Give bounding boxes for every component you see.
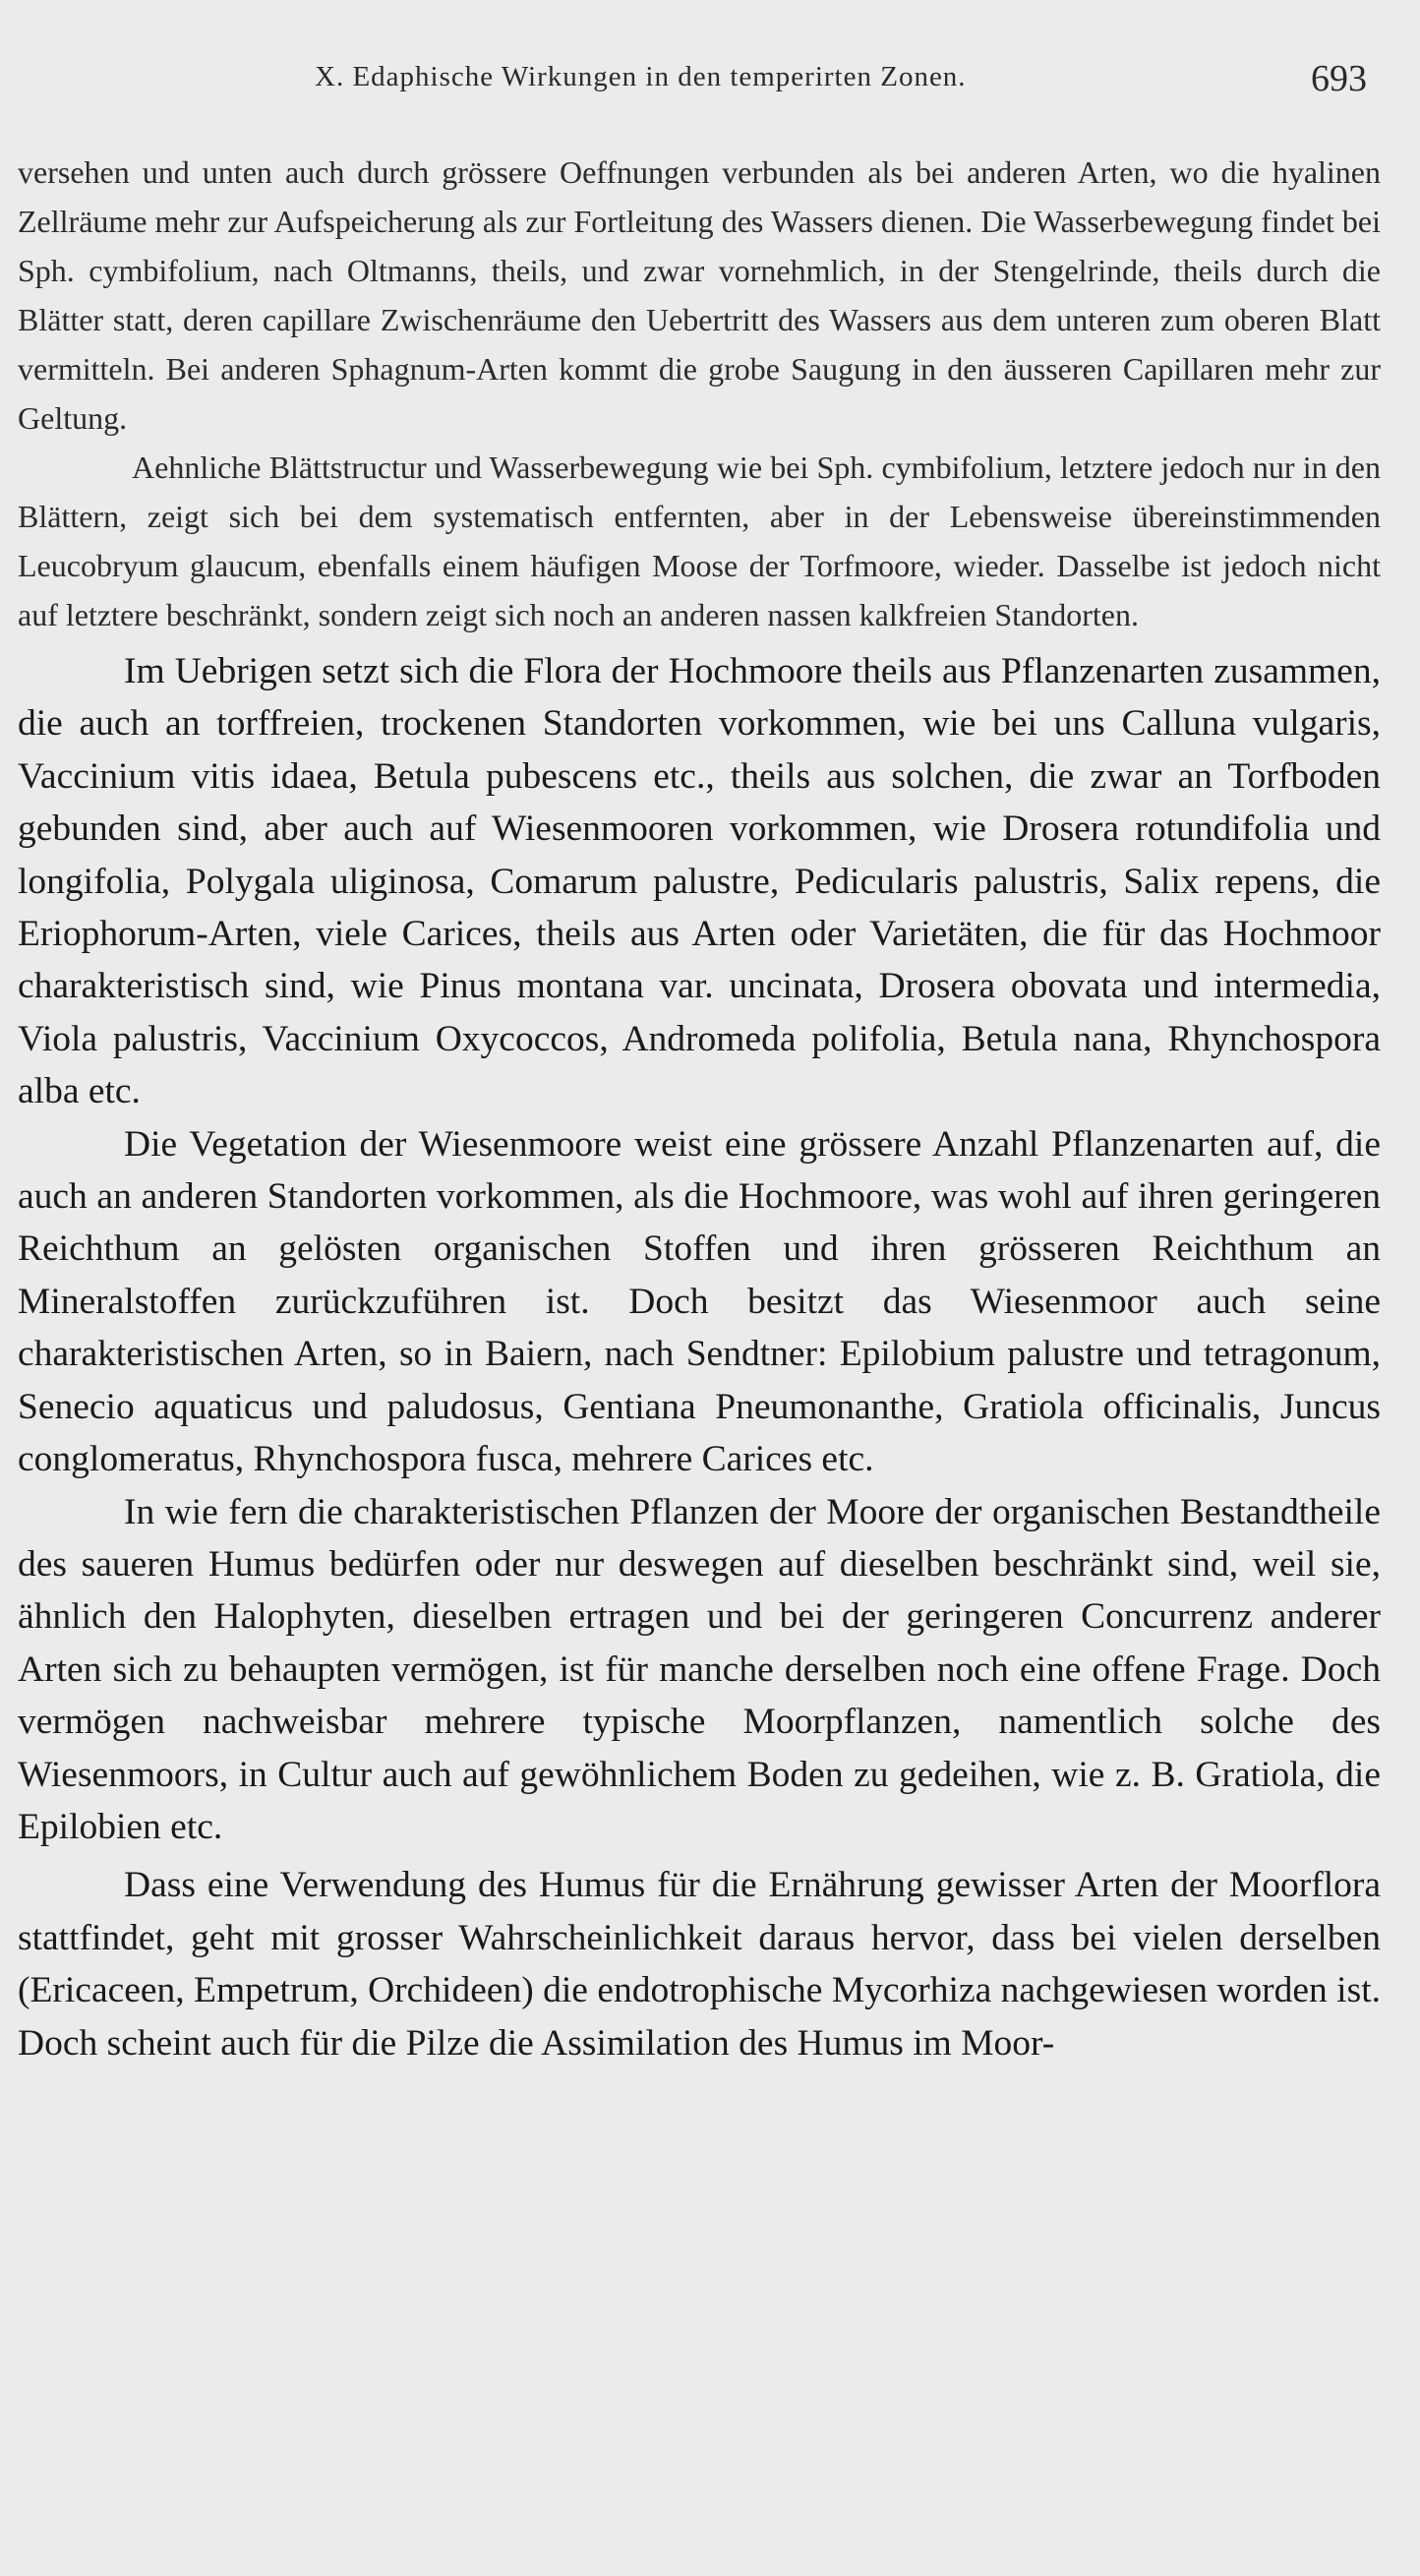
small-print-section bbox=[18, 148, 1381, 639]
page-header bbox=[0, 57, 1420, 106]
paragraph-5: In wie fern die charakteristischen Pflanzen der Moore der organischen Bestandtheile des saueren Humus bedürfen oder nur deswegen auf dieselben beschränkt sind, weil sie, ähnlich den Halophyten, dieselben ertragen und bei der geringeren Concurrenz anderer Arten sich zu behaupten vermögen, ist für manche derselben noch eine offene Frage. Doch vermögen nachweisbar mehrere typische Moorpflanzen, namentlich solche des Wiesenmoors, in Cultur auch auf gewöhnlichem Boden zu gedeihen, wie z. B. Gratiola, die Epilobien etc. bbox=[18, 1491, 1381, 1847]
paragraph-3: Im Uebrigen setzt sich die Flora der Hochmoore theils aus Pflanzenarten zusammen, die auch an torffreien, trockenen Standorten vorkommen, wie bei uns Calluna vulgaris, Vaccinium vitis idaea, Betula pubescens etc., theils aus solchen, die zwar an Torfboden gebunden sind, aber auch auf Wiesenmooren vorkommen, wie Drosera rotundifolia und longifolia, Polygala uliginosa, Comarum palustre, Pedicularis palustris, Salix repens, die Eriophorum-Arten, viele Carices, theils aus Arten oder Varietäten, die für das Hochmoor charakteristisch sind, wie Pinus montana var. uncinata, Drosera obovata und intermedia, Viola palustris, Vaccinium Oxycoccos, Andromeda polifolia, Betula nana, Rhynchospora alba etc. bbox=[18, 651, 1381, 1112]
page-number: 693 bbox=[1311, 58, 1367, 99]
paragraph-4: Die Vegetation der Wiesenmoore weist eine grössere Anzahl Pflanzenarten auf, die auch an anderen Standorten vorkommen, als die Hochmoore, was wohl auf ihren geringeren Reichthum an gelösten organischen Stoffen und ihren grösseren Reichthum an Mineralstoffen zurückzuführen ist. Doch besitzt das Wiesenmoor auch seine charakteristischen Arten, so in Baiern, nach Sendtner: Epilobium palustre und tetragonum, Senecio aquaticus und paludosus, Gentiana Pneumonanthe, Gratiola officinalis, Juncus conglomeratus, Rhynchospora fusca, mehrere Carices etc. bbox=[18, 1123, 1381, 1480]
paragraph-1: versehen und unten auch durch grössere Oeffnungen verbunden als bei anderen Arten, wo die hyalinen Zellräume mehr zur Aufspeicherung als zur Fortleitung des Wassers dienen. Die Wasserbewegung findet bei Sph. cymbifolium, nach Oltmanns, theils, und zwar vornehmlich, in der Stengelrinde, theils durch die Blätter statt, deren capillare Zwischenräume den Uebertritt des Wassers aus dem unteren zum oberen Blatt vermitteln. Bei anderen Sphagnum-Arten kommt die grobe Saugung in den äusseren Capillaren mehr zur Geltung. bbox=[18, 154, 1381, 436]
paragraph-2: Aehnliche Blättstructur und Wasserbewegung wie bei Sph. cymbifolium, letztere jedoch nur in den Blättern, zeigt sich bei dem systematisch entfernten, aber in der Lebensweise übereinstimmenden Leucobryum glaucum, ebenfalls einem häufigen Moose der Torfmoore, wieder. Dasselbe ist jedoch nicht auf letztere beschränkt, sondern zeigt sich noch an anderen nassen kalkfreien Standorten. bbox=[18, 449, 1381, 632]
paragraph-6: Dass eine Verwendung des Humus für die Ernährung gewisser Arten der Moorflora stattfindet, geht mit grosser Wahrscheinlichkeit daraus hervor, dass bei vielen derselben (Ericaceen, Empetrum, Orchideen) die endotrophische Mycorhiza nachgewiesen worden ist. Doch scheint auch für die Pilze die Assimilation des Humus im Moor- bbox=[18, 1865, 1381, 2064]
main-print-section bbox=[18, 645, 1381, 2069]
running-title: X. Edaphische Wirkungen in den temperirten Zonen. bbox=[315, 61, 967, 92]
body-text bbox=[18, 148, 1381, 2410]
